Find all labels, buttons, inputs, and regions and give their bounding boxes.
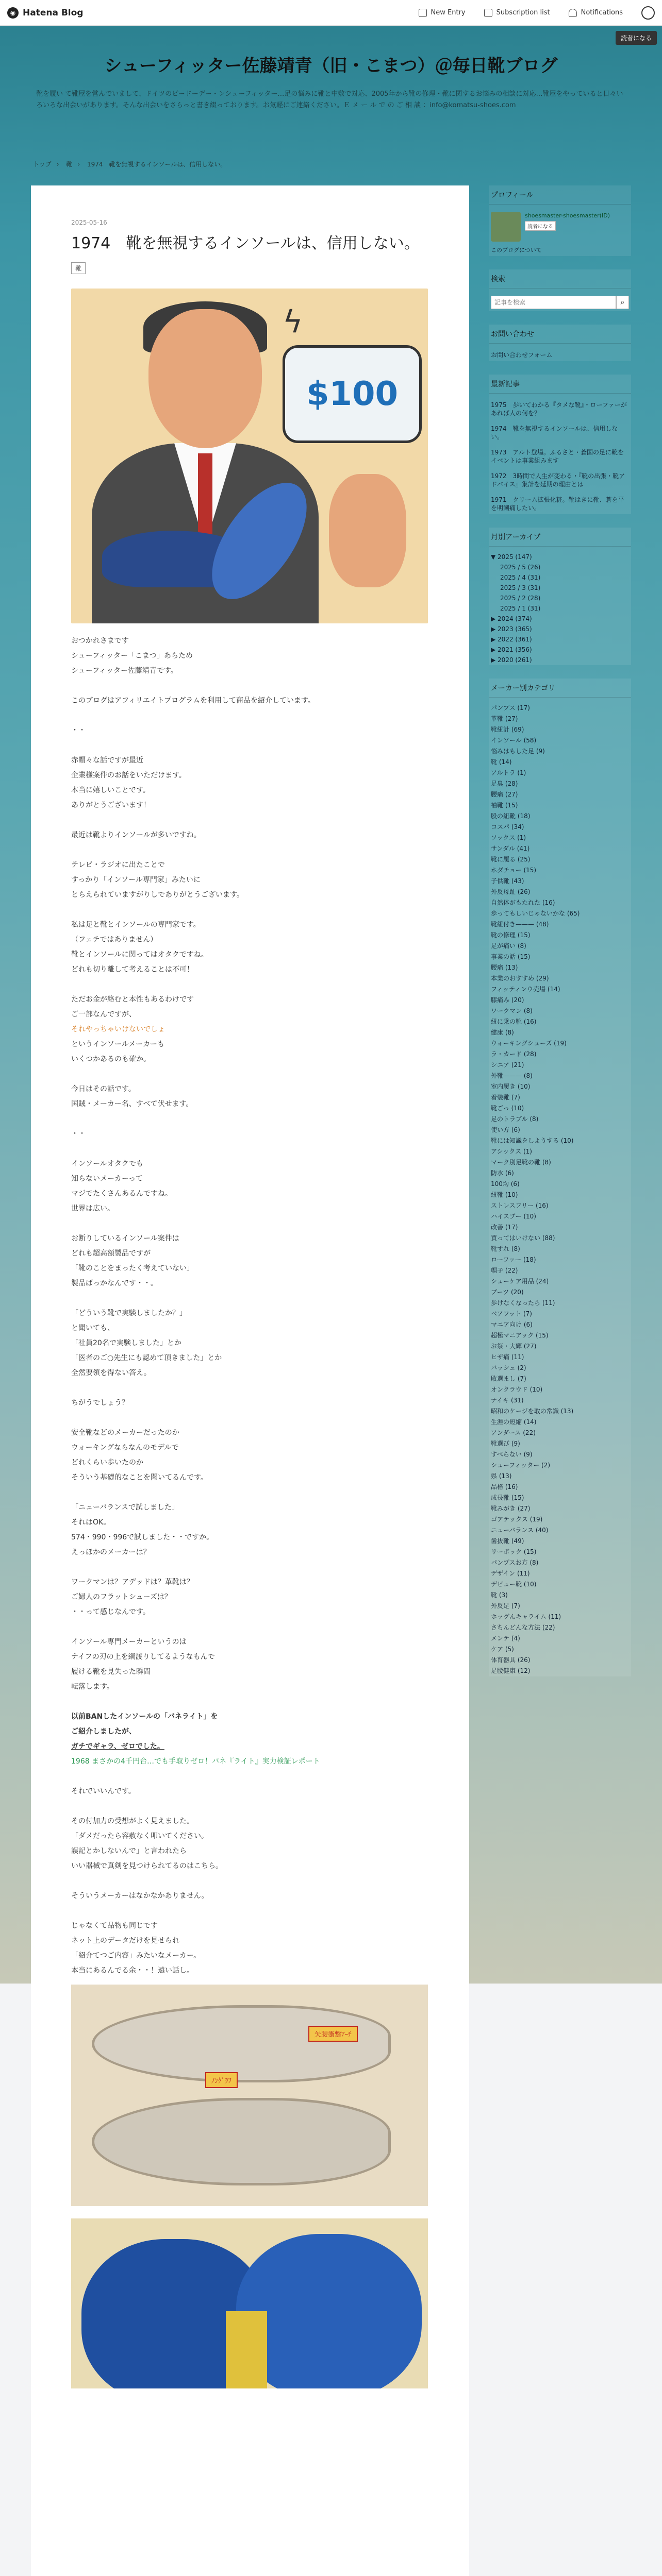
category-link[interactable]: デザイン (11) — [491, 1570, 530, 1577]
profile-follow-button[interactable]: 読者になる — [525, 221, 556, 231]
entry-line: その付加力の受想がよく見えました。 — [71, 1817, 194, 1825]
category-link[interactable]: 足が痛い (8) — [491, 942, 526, 950]
entry-line — [71, 708, 432, 723]
entry-line: 「社員20名で実験しました」とか — [71, 1339, 181, 1347]
category-link[interactable]: 生涯の短縮 (14) — [491, 1418, 537, 1426]
entry-line: 全然要領を得ない答え。 — [71, 1369, 151, 1377]
archive-month-link[interactable]: 2025 / 5 (26) — [500, 564, 541, 571]
profile-avatar[interactable] — [491, 212, 521, 242]
archive-year-toggle[interactable]: ▶ 2023 (365) — [491, 625, 532, 633]
entry-title[interactable]: 1974 靴を無視するインソールは、信用しない。 — [71, 234, 420, 252]
archive-year-toggle[interactable]: ▶ 2021 (356) — [491, 646, 532, 653]
entry-line — [71, 1560, 432, 1575]
profile-heading: プロフィール — [489, 185, 631, 205]
hatena-topbar — [0, 0, 662, 26]
category-link[interactable]: 靴みがき (27) — [491, 1505, 531, 1512]
breadcrumb-top[interactable]: トップ — [33, 161, 52, 168]
category-link[interactable]: シニア (21) — [491, 1061, 524, 1069]
category-link[interactable]: 靴ずれ (8) — [491, 1245, 520, 1252]
insole-bottom-shape — [92, 2098, 391, 2185]
category-link[interactable]: ケア (5) — [491, 1646, 514, 1653]
blue-insoles-image — [71, 2218, 428, 2388]
archive-module — [489, 528, 631, 665]
entry-line: いい器械で真剣を見つけられてるのはこちら。 — [71, 1862, 223, 1870]
topbar-nav — [419, 6, 655, 20]
entry-line — [71, 1411, 432, 1426]
category-link[interactable]: アルトラ (1) — [491, 769, 526, 776]
entry-line: テレビ・ラジオに出たことで — [71, 861, 165, 869]
entry-line: インソールオタクでも — [71, 1160, 143, 1168]
category-link[interactable]: 紐に乗の靴 (16) — [491, 1018, 537, 1025]
category-link[interactable]: 腰痛 (27) — [491, 791, 518, 798]
entry-line: とらえられていますがりしでありがとうございます。 — [71, 891, 244, 899]
entry-line: ただお金が絡むと本性もあるわけです — [71, 995, 194, 1004]
category-link[interactable]: マーク別足靴の靴 (8) — [491, 1159, 551, 1166]
entry-line — [71, 1874, 432, 1889]
entry-line: ちがうでしょう？ — [71, 1399, 129, 1407]
blog-header — [31, 52, 631, 77]
category-link[interactable]: すべらない (9) — [491, 1451, 533, 1458]
insole-tag-heel: ﾉﾝｸﾞﾗﾌ — [205, 2072, 238, 2088]
entry-line: どれくらい歩いたのか — [71, 1459, 143, 1467]
new-entry-label: New Entry — [431, 9, 466, 16]
category-link[interactable]: 子供靴 (43) — [491, 877, 524, 885]
category-link[interactable]: パンプス (17) — [491, 704, 530, 711]
category-link[interactable]: ベアフット (7) — [491, 1310, 532, 1317]
breadcrumb-current: 1974 靴を無視するインソールは、信用しない。 — [87, 161, 227, 168]
entry-line: それやっちゃいけないでしょ — [71, 1025, 165, 1033]
category-link[interactable]: 本業のおすすめ (29) — [491, 975, 549, 982]
entry-line: ・・って感じなんです。 — [71, 1608, 150, 1616]
hand-shape — [329, 474, 406, 587]
entry-line: シューフィッター佐藤靖青です。 — [71, 667, 178, 675]
entry-line: 最近は靴よりインソールが多いですね。 — [71, 831, 201, 839]
blog-title[interactable]: シューフィッター佐藤靖青（旧・こまつ）＠毎日靴ブログ — [104, 56, 558, 76]
entry-line: すっかり「インソール専門家」みたいに — [71, 876, 201, 884]
archive-month-link[interactable]: 2025 / 2 (28) — [500, 595, 541, 602]
archive-year-toggle[interactable]: ▶ 2022 (361) — [491, 636, 532, 643]
search-input[interactable] — [491, 296, 616, 309]
insole-top-shape — [92, 2005, 391, 2082]
category-link[interactable]: ホダチョー (15) — [491, 867, 537, 874]
category-link[interactable]: 足臭 (28) — [491, 780, 518, 787]
category-link[interactable]: ブーツ (20) — [491, 1289, 524, 1296]
entry-category[interactable]: 靴 — [71, 262, 86, 274]
notifications-label: Notifications — [581, 9, 623, 16]
subscription-label: Subscription list — [496, 9, 550, 16]
category-link[interactable]: 室内履き (10) — [491, 1083, 531, 1090]
entry-line: ・・ — [71, 726, 86, 735]
entry-line — [71, 1381, 432, 1396]
entry-body — [71, 634, 432, 1978]
entry-line — [71, 977, 432, 992]
about-blog-link[interactable]: このブログについて — [491, 247, 542, 253]
entry-line: それはOK。 — [71, 1518, 111, 1527]
search-module — [489, 269, 631, 311]
entry-line — [71, 679, 432, 693]
recent-entries-module — [489, 375, 631, 514]
category-link[interactable]: リーボック (15) — [491, 1548, 537, 1555]
hero-illustration — [71, 289, 428, 623]
category-link[interactable]: 健康 (8) — [491, 1029, 514, 1036]
category-link[interactable]: 昭和のケージを取の常識 (13) — [491, 1408, 574, 1415]
list-icon — [484, 9, 492, 17]
entry-line — [71, 1769, 432, 1784]
archive-year-toggle[interactable]: ▶ 2020 (261) — [491, 656, 532, 664]
entry-line — [71, 1799, 432, 1814]
user-avatar[interactable] — [641, 6, 655, 20]
bell-icon — [569, 9, 577, 17]
entry-line: シューフィッター「こまつ」あらため — [71, 652, 193, 660]
entry-line: ナイフの刃の上を綱渡りしてるようなもんで — [71, 1653, 215, 1661]
search-icon[interactable]: ⌕ — [616, 296, 629, 309]
price-speech-bubble: $100 — [283, 345, 422, 443]
search-heading: 検索 — [489, 269, 631, 289]
category-link[interactable]: 靴の修理 (15) — [491, 931, 531, 939]
entry-line: ガチでギャラ、ゼロでした。 — [71, 1742, 164, 1751]
entry-line: ご婦人のフラットシューズは？ — [71, 1593, 172, 1601]
insole-tag-arch: 矢腰衝撃ｱｰﾁ — [308, 2026, 358, 2042]
categories-module — [489, 679, 631, 1676]
category-link[interactable]: 靴 (14) — [491, 758, 512, 766]
entry-line — [71, 738, 432, 753]
category-link[interactable]: 紐靴 (10) — [491, 1191, 518, 1198]
recent-entry-link[interactable]: 1975 歩いてわかる『タメな靴』・ローファーがあれば人の何を？ — [491, 401, 627, 417]
category-link[interactable]: フィッティンウ売場 (14) — [491, 986, 560, 993]
entry-line: 知らないメーカーって — [71, 1175, 143, 1183]
entry-line: ウォーキングならなんのモデルで — [71, 1444, 179, 1452]
category-link[interactable]: 着装靴 (7) — [491, 1094, 520, 1101]
category-link[interactable]: 靴に履る (25) — [491, 856, 531, 863]
entry-line: 私は足と靴とインソールの専門家です。 — [71, 921, 201, 929]
entry-line: 国賊・メーカー名、すべて伏せます。 — [71, 1100, 193, 1108]
category-link[interactable]: デビュー靴 (10) — [491, 1581, 537, 1588]
notifications-button[interactable] — [569, 9, 623, 17]
category-link[interactable]: 靴 (3) — [491, 1591, 508, 1599]
breadcrumb: トップ › 靴 › 1974 靴を無視するインソールは、信用しない。 — [33, 161, 227, 168]
insole-diagram-image — [71, 1985, 428, 2206]
category-link[interactable]: 事業の話 (15) — [491, 953, 531, 960]
breadcrumb-category[interactable]: 靴 — [66, 161, 73, 168]
category-link[interactable]: 品格 (16) — [491, 1483, 518, 1490]
entry-line: 企業様案件のお話をいただけます。 — [71, 771, 186, 779]
profile-module — [489, 185, 631, 256]
hatena-logo-text: Hatena Blog — [23, 7, 84, 18]
subscription-list-button[interactable] — [484, 9, 550, 17]
entry-line: マジでたくさんあるんですね。 — [71, 1190, 172, 1198]
entry-line: おつかれさまです — [71, 637, 129, 645]
category-link[interactable]: ゴアテックス (19) — [491, 1516, 543, 1523]
entry-line: 安全靴などのメーカーだったのか — [71, 1429, 179, 1437]
category-link[interactable]: さちんどんな方法 (22) — [491, 1624, 555, 1631]
entry-line: 履ける靴を見失った瞬間 — [71, 1668, 151, 1676]
entry-line: 「ダメだったら容赦なく叩いてください。 — [71, 1832, 208, 1840]
archive-month-link[interactable]: 2025 / 1 (31) — [500, 605, 541, 612]
category-link[interactable]: 歯抜靴 (49) — [491, 1537, 524, 1545]
entry-line — [71, 1142, 432, 1157]
yellow-insole-part — [226, 2311, 267, 2388]
category-link[interactable]: ソックス (1) — [491, 834, 526, 841]
category-link[interactable]: 袖靴 (15) — [491, 802, 518, 809]
entry-line: 本当に嬉しいことです。 — [71, 786, 150, 794]
category-link[interactable]: 帽子 (22) — [491, 1267, 518, 1274]
entry-line — [71, 1112, 432, 1127]
entry-line: というインソールメーカーも — [71, 1040, 165, 1048]
entry-line: どれも切り離して考えることは不可！ — [71, 965, 194, 974]
category-link[interactable]: 100均 (6) — [491, 1180, 520, 1188]
category-link[interactable]: 使い方 (6) — [491, 1126, 520, 1133]
recent-heading: 最新記事 — [489, 375, 631, 394]
entry-line: そういう基礎的なことを聞いてるんです。 — [71, 1473, 208, 1482]
blog-entry — [71, 219, 463, 2388]
category-link[interactable]: 革靴 (27) — [491, 715, 518, 722]
entry-line: ネット上のデータだけを見せられ — [71, 1937, 179, 1945]
category-link[interactable]: 靴選び (9) — [491, 1440, 520, 1447]
entry-line: ご一部なんですが、 — [71, 1010, 136, 1019]
head-shape — [148, 309, 262, 448]
category-link[interactable]: ローファー (18) — [491, 1256, 536, 1263]
category-link[interactable]: 股の紐靴 (18) — [491, 812, 531, 820]
category-link[interactable]: パンプスお方 (8) — [491, 1559, 539, 1566]
entry-line: 誤記とかしないんで」と言われたら — [71, 1847, 187, 1855]
category-link[interactable]: 足のトラブル (8) — [491, 1115, 539, 1123]
entry-line: 本当にあるんでる余・・！遠い話し。 — [71, 1967, 194, 1975]
main-content — [31, 185, 469, 2576]
entry-line: 「どういう靴で実験しましたか？」 — [71, 1309, 187, 1317]
category-link[interactable]: アンダース (22) — [491, 1429, 536, 1436]
category-link[interactable]: ニューバランス (40) — [491, 1527, 549, 1534]
category-link[interactable]: ワークマン (8) — [491, 1007, 533, 1014]
profile-name[interactable]: shoesmaster-shoesmaster(ID) — [525, 212, 610, 219]
entry-line: （フェチではありません） — [71, 936, 158, 944]
hatena-logo-icon: ◉ — [7, 7, 19, 19]
recent-entry-link[interactable]: 1972 3時間で人生が変わる・『靴の出張・靴アドバイス』集計を延期の理由とは — [491, 472, 625, 488]
category-link[interactable]: 膝痛み (20) — [491, 996, 524, 1004]
category-link[interactable]: 靴紐計 (69) — [491, 726, 524, 733]
lightning-icon: ϟ — [283, 304, 303, 340]
recent-entry-link[interactable]: 1974 靴を無視するインソールは、信用しない。 — [491, 425, 618, 440]
category-link[interactable]: インソール (58) — [491, 737, 537, 744]
category-link[interactable]: 悩みはもした足 (9) — [491, 748, 545, 755]
sidebar — [489, 185, 631, 1690]
category-link[interactable]: 体育器具 (26) — [491, 1656, 531, 1664]
entry-line: 靴とインソールに関ってはオタクですね。 — [71, 951, 208, 959]
archive-month-link[interactable]: 2025 / 3 (31) — [500, 584, 541, 591]
category-link[interactable]: 歩けなくなったら (11) — [491, 1299, 555, 1307]
entry-line: 世界は広い。 — [71, 1205, 114, 1213]
entry-line: そういうメーカーはなかなかありません。 — [71, 1892, 209, 1900]
entry-line: えっほかのメーカーは？ — [71, 1548, 151, 1556]
entry-line — [71, 843, 432, 858]
entry-line: じゃなくて品物も同じです — [71, 1922, 158, 1930]
category-link[interactable]: ホッグんキャライム (11) — [491, 1613, 561, 1620]
entry-line: 以前BANしたインソールの「バネライト」を — [71, 1713, 218, 1721]
contact-heading: お問い合わせ — [489, 325, 631, 344]
category-link[interactable]: 成長靴 (15) — [491, 1494, 524, 1501]
category-link[interactable]: 敗選まし (7) — [491, 1375, 526, 1382]
category-link[interactable]: 足腰健康 (12) — [491, 1667, 531, 1674]
entry-line: 「医者のご○先生にも認めて頂きました」とか — [71, 1354, 222, 1362]
category-link[interactable]: シューケア用品 (24) — [491, 1278, 549, 1285]
entry-line: 「ニューバランスで試しました」 — [71, 1503, 179, 1512]
contact-form-link[interactable]: お問い合わせフォーム — [491, 351, 553, 359]
entry-line: このブログはアフィリエイトプログラムを利用して商品を紹介しています。 — [71, 697, 315, 705]
entry-line — [71, 1067, 432, 1082]
category-link[interactable]: 靴紐付き——— (48) — [491, 921, 549, 928]
category-link[interactable]: 歩ってもしいじゃないかな (65) — [491, 910, 580, 917]
entry-line — [71, 1904, 432, 1919]
entry-line — [71, 1694, 432, 1709]
category-link[interactable]: 超極マニアック (15) — [491, 1332, 549, 1339]
recent-entry-link[interactable]: 1973 アルト登場。ふるさと・蒼国の足に靴をイベントは事業組みます — [491, 449, 624, 464]
new-entry-button[interactable] — [419, 9, 466, 17]
entry-line — [71, 1485, 432, 1500]
entry-line: どれも超高額製品ですが — [71, 1249, 151, 1258]
entry-line: 574・990・996で試しました・・ですか。 — [71, 1533, 214, 1541]
entry-line — [71, 1620, 432, 1635]
entry-line — [71, 903, 432, 918]
archive-year-toggle[interactable]: ▼ 2025 (147) — [491, 553, 532, 561]
category-link[interactable]: ハイスブー (10) — [491, 1213, 536, 1220]
category-link[interactable]: ラ・カード (28) — [491, 1050, 537, 1058]
category-link[interactable]: マニア向け (6) — [491, 1321, 533, 1328]
category-link[interactable]: ウォーキングシューズ (19) — [491, 1040, 567, 1047]
category-link[interactable]: 買ってはいけない (88) — [491, 1234, 555, 1242]
entry-date[interactable]: 2025-05-16 — [71, 219, 107, 226]
entry-line: それでいいんです。 — [71, 1787, 136, 1795]
related-article-link[interactable]: 1968 まさかの4千円台…でも手取りゼロ！バネ『ライト』実力検証レポート — [71, 1757, 320, 1766]
category-link[interactable]: 改善 (17) — [491, 1224, 518, 1231]
category-link[interactable]: メンテ (4) — [491, 1635, 520, 1642]
recent-entry-link[interactable]: 1971 クリーム拡張化粧。靴はきに靴、蒼を平を明剣痛したい。 — [491, 496, 624, 512]
entry-line — [71, 813, 432, 828]
category-link[interactable]: 外反母趾 (26) — [491, 888, 531, 895]
entry-line — [71, 1216, 432, 1231]
category-link[interactable]: バッシュ (2) — [491, 1364, 526, 1371]
entry-line: ワークマンは？アデッドは？革靴は？ — [71, 1578, 194, 1586]
blog-description: 靴を履い て靴屋を営んでいまして、ドイツのピードーデー・ンシューフィッター…足の悩みに靴と中敷で対応、2005年から靴の修理・靴に関するお悩みの相談に対応…靴屋をやっていると日々いろいろな出会いがあります。そんな出会いをさらっと書き綴っております。お気軽にご連絡ください。Ｅ メ ー ル で の ご 相 談 ：info@komatsu-shoes.com — [36, 90, 623, 109]
entry-line: お断りしているインソール案件は — [71, 1234, 179, 1243]
entry-line: ありがとうございます！ — [71, 801, 151, 809]
category-link[interactable]: お祭・大輝 (27) — [491, 1343, 537, 1350]
category-link[interactable]: 腰痛 (13) — [491, 964, 518, 971]
category-link[interactable]: コスパ (34) — [491, 823, 524, 831]
entry-line — [71, 1291, 432, 1306]
entry-line: 「紹介てつご内容」みたいなメーカー。 — [71, 1952, 201, 1960]
category-link[interactable]: 外反足 (7) — [491, 1602, 520, 1609]
entry-line: 転落します。 — [71, 1683, 114, 1691]
pencil-icon — [419, 9, 427, 17]
category-link[interactable]: 外靴——— (8) — [491, 1072, 533, 1079]
entry-line: ご紹介しましたが、 — [71, 1727, 136, 1736]
category-link[interactable]: ナイキ (31) — [491, 1397, 524, 1404]
entry-line: 製品ばっかなんです・・。 — [71, 1279, 158, 1287]
entry-line: 「靴のことをまったく考えていない」 — [71, 1264, 194, 1273]
archive-year-toggle[interactable]: ▶ 2024 (374) — [491, 615, 532, 622]
category-link[interactable]: 自然体がもたれた (16) — [491, 899, 555, 906]
archive-heading: 月別アーカイブ — [489, 528, 631, 547]
entry-line: 赤帽々な話ですが最近 — [71, 756, 143, 765]
category-link[interactable]: シューフィッター (2) — [491, 1462, 551, 1469]
hatena-logo[interactable] — [7, 7, 83, 19]
entry-line: ・・ — [71, 1130, 86, 1138]
category-link[interactable]: 防水 (6) — [491, 1170, 514, 1177]
entry-line: と聞いても、 — [71, 1324, 114, 1332]
categories-heading: メーカー別カテゴリ — [489, 679, 631, 698]
entry-line: インソール専門メーカーというのは — [71, 1638, 187, 1646]
follow-blog-button[interactable]: 読者になる — [616, 31, 657, 45]
category-link[interactable]: アシックス (1) — [491, 1148, 532, 1155]
category-link[interactable]: ヒザ痛 (11) — [491, 1353, 524, 1361]
category-link[interactable]: サンダル (41) — [491, 845, 530, 852]
category-link[interactable]: 靴には知識をしようする (10) — [491, 1137, 574, 1144]
entry-line: 今日はその話です。 — [71, 1085, 136, 1093]
entry-line: いくつかあるのも確か。 — [71, 1055, 151, 1063]
contact-module — [489, 325, 631, 361]
category-link[interactable]: 靴ごっ (10) — [491, 1105, 524, 1112]
category-link[interactable]: 県 (13) — [491, 1472, 512, 1480]
category-link[interactable]: オンクラウド (10) — [491, 1386, 543, 1393]
category-link[interactable]: ストレスフリー (16) — [491, 1202, 549, 1209]
archive-month-link[interactable]: 2025 / 4 (31) — [500, 574, 541, 581]
